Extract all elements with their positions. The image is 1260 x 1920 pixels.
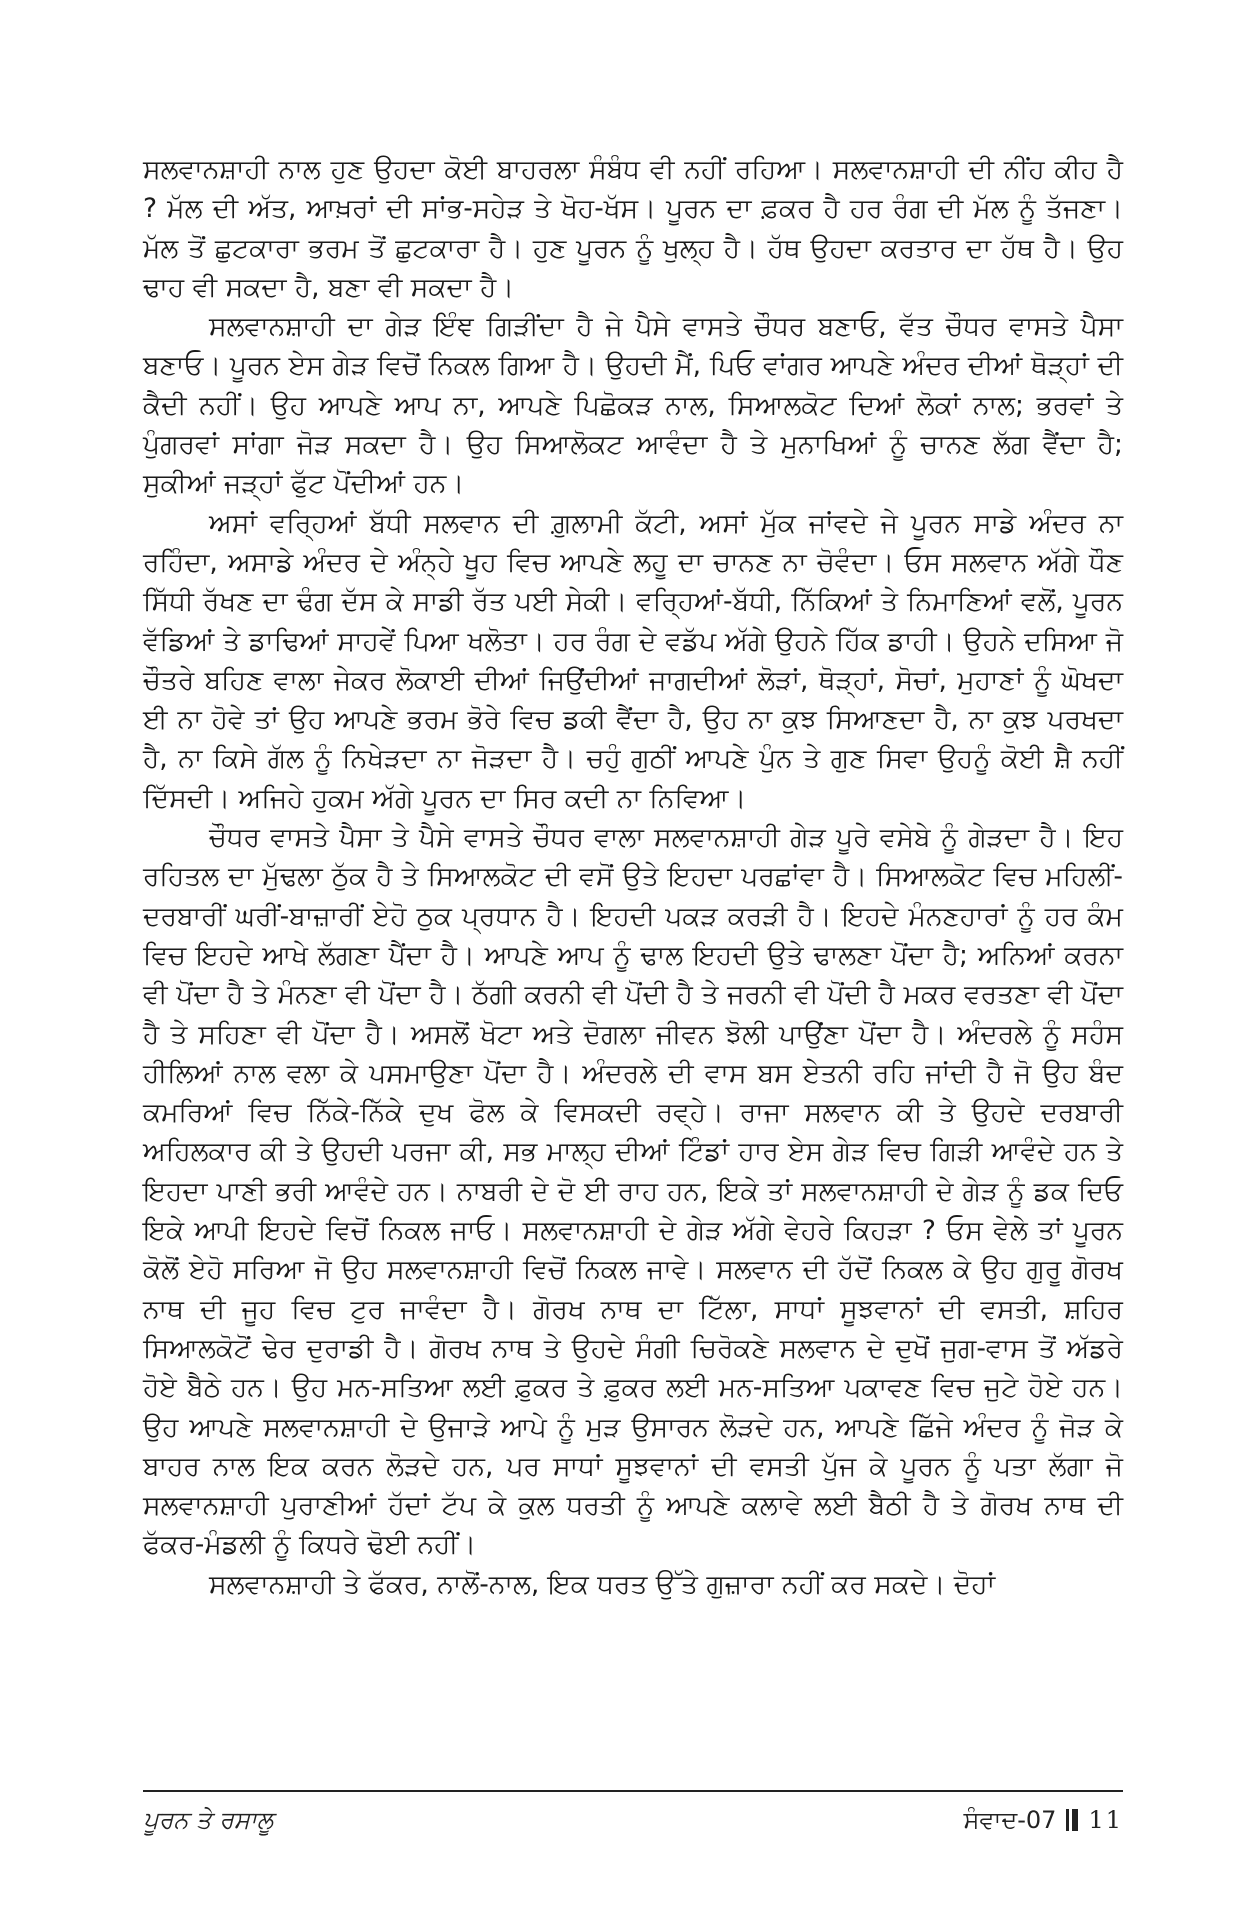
page-number: 11 [1088, 1806, 1123, 1834]
running-title: ਪੂਰਨ ਤੇ ਰਸਾਲੂ [143, 1806, 273, 1834]
issue-label: ਸੰਵਾਦ-07 [963, 1806, 1057, 1834]
paragraph: ਚੌਧਰ ਵਾਸਤੇ ਪੈਸਾ ਤੇ ਪੈਸੇ ਵਾਸਤੇ ਚੌਧਰ ਵਾਲਾ ਸਲਵਾਨਸ਼ਾਹੀ ਗੇੜ ਪੂਰੇ ਵਸੇਬੇ ਨੂੰ ਗੇੜਦਾ ਹੈ। ਇਹ ਰਹਿਤਲ ਦਾ ਮੁੱਢਲਾ ਠੁੱਕ ਹੈ ਤੇ ਸਿਆਲਕੋਟ ਦੀ ਵਸੋਂ ਉਤੇ ਇਹਦਾ ਪਰਛਾਂਵਾ ਹੈ। ਸਿਆਲਕੋਟ ਵਿਚ ਮਹਿਲੀਂ-ਦਰਬਾਰੀਂ ਘਰੀਂ-ਬਾਜ਼ਾਰੀਂ ਏਹੋ ਠੁਕ ਪ੍ਰਧਾਨ ਹੈ। ਇਹਦੀ ਪਕੜ ਕਰੜੀ ਹੈ। ਇਹਦੇ ਮੰਨਣਹਾਰਾਂ ਨੂੰ ਹਰ ਕੰਮ ਵਿਚ ਇਹਦੇ ਆਖੇ ਲੱਗਣਾ ਪੈਂਦਾ ਹੈ। ਆਪਣੇ ਆਪ ਨੂੰ ਢਾਲ ਇਹਦੀ ਉਤੇ ਢਾਲਣਾ ਪੋਂਦਾ ਹੈ; ਅਨਿਆਂ ਕਰਨਾ ਵੀ ਪੋਂਦਾ ਹੈ ਤੇ ਮੰਨਣਾ ਵੀ ਪੋਂਦਾ ਹੈ। ਠੱਗੀ ਕਰਨੀ ਵੀ ਪੋਂਦੀ ਹੈ ਤੇ ਜਰਨੀ ਵੀ ਪੋਂਦੀ ਹੈ ਮਕਰ ਵਰਤਣਾ ਵੀ ਪੋਂਦਾ ਹੈ ਤੇ ਸਹਿਣਾ ਵੀ ਪੋਂਦਾ ਹੈ। ਅਸਲੋਂ ਖੋਟਾ ਅਤੇ ਦੋਗਲਾ ਜੀਵਨ ਝੋਲੀ ਪਾਉਂਣਾ ਪੋਂਦਾ ਹੈ। ਅੰਦਰਲੇ ਨੂੰ ਸਹੰਸ ਹੀਲਿਆਂ ਨਾਲ ਵਲਾ ਕੇ ਪਸਮਾਉਣਾ ਪੋਂਦਾ ਹੈ। ਅੰਦਰਲੇ ਦੀ ਵਾਸ ਬਸ ਏਤਨੀ ਰਹਿ ਜਾਂਦੀ ਹੈ ਜੋ ਉਹ ਬੰਦ ਕਮਰਿਆਂ ਵਿਚ ਨਿੱਕੇ-ਨਿੱਕੇ ਦੁਖ ਫੋਲ ਕੇ ਵਿਸਕਦੀ ਰਵ੍ਹੇ। ਰਾਜਾ ਸਲਵਾਨ ਕੀ ਤੇ ਉਹਦੇ ਦਰਬਾਰੀ ਅਹਿਲਕਾਰ ਕੀ ਤੇ ਉਹਦੀ ਪਰਜਾ ਕੀ, ਸਭ ਮਾਲ੍ਹ ਦੀਆਂ ਟਿੰਡਾਂ ਹਾਰ ਏਸ ਗੇੜ ਵਿਚ ਗਿੜੀ ਆਵੰਦੇ ਹਨ ਤੇ ਇਹਦਾ ਪਾਣੀ ਭਰੀ ਆਵੰਦੇ ਹਨ। ਨਾਬਰੀ ਦੇ ਦੋ ਈ ਰਾਹ ਹਨ, ਇਕੇ ਤਾਂ ਸਲਵਾਨਸ਼ਾਹੀ ਦੇ ਗੇੜ ਨੂੰ ਡਕ ਦਿਓ ਇਕੇ ਆਪੀ ਇਹਦੇ ਵਿਚੋਂ ਨਿਕਲ ਜਾਓ। ਸਲਵਾਨਸ਼ਾਹੀ ਦੇ ਗੇੜ ਅੱਗੇ ਵੇਹਰੇ ਕਿਹੜਾ ? ਓਸ ਵੇਲੇ ਤਾਂ ਪੂਰਨ ਕੋਲੋਂ ਏਹੋ ਸਰਿਆ ਜੋ ਉਹ ਸਲਵਾਨਸ਼ਾਹੀ ਵਿਚੋਂ ਨਿਕਲ ਜਾਵੇ। ਸਲਵਾਨ ਦੀ ਹੱਦੋਂ ਨਿਕਲ ਕੇ ਉਹ ਗੁਰੂ ਗੋਰਖ ਨਾਥ ਦੀ ਜੂਹ ਵਿਚ ਟੁਰ ਜਾਵੰਦਾ ਹੈ। ਗੋਰਖ ਨਾਥ ਦਾ ਟਿੱਲਾ, ਸਾਧਾਂ ਸੂਝਵਾਨਾਂ ਦੀ ਵਸਤੀ, ਸ਼ਹਿਰ ਸਿਆਲਕੋਟੋਂ ਢੇਰ ਦੁਰਾਡੀ ਹੈ। ਗੋਰਖ ਨਾਥ ਤੇ ਉਹਦੇ ਸੰਗੀ ਚਿਰੋਕਣੇ ਸਲਵਾਨ ਦੇ ਦੁਖੋਂ ਜੁਗ-ਵਾਸ ਤੋਂ ਅੱਡਰੇ ਹੋਏ ਬੈਠੇ ਹਨ। ਉਹ ਮਨ-ਸਤਿਆ ਲਈ ਫ਼ੁਕਰ ਤੇ ਫ਼ੁਕਰ ਲਈ ਮਨ-ਸਤਿਆ ਪਕਾਵਣ ਵਿਚ ਜੁਟੇ ਹੋਏ ਹਨ। ਉਹ ਆਪਣੇ ਸਲਵਾਨਸ਼ਾਹੀ ਦੇ ਉਜਾੜੇ ਆਪੇ ਨੂੰ ਮੁੜ ਉਸਾਰਨ ਲੋੜਦੇ ਹਨ, ਆਪਣੇ ਛਿੱਜੇ ਅੰਦਰ ਨੂੰ ਜੋੜ ਕੇ ਬਾਹਰ ਨਾਲ ਇਕ ਕਰਨ ਲੋੜਦੇ ਹਨ, ਪਰ ਸਾਧਾਂ ਸੂਝਵਾਨਾਂ ਦੀ ਵਸਤੀ ਪੁੱਜ ਕੇ ਪੂਰਨ ਨੂੰ ਪਤਾ ਲੱਗਾ ਜੋ ਸਲਵਾਨਸ਼ਾਹੀ ਪੁਰਾਣੀਆਂ ਹੱਦਾਂ ਟੱਪ ਕੇ ਕੁਲ ਧਰਤੀ ਨੂੰ ਆਪਣੇ ਕਲਾਵੇ ਲਈ ਬੈਠੀ ਹੈ ਤੇ ਗੋਰਖ ਨਾਥ ਦੀ ਫੱਕਰ-ਮੰਡਲੀ ਨੂੰ ਕਿਧਰੇ ਢੋਈ ਨਹੀਂ। [143, 822, 1123, 1561]
footer-right [963, 1806, 1123, 1834]
page-body [143, 150, 1123, 1604]
paragraph: ਸਲਵਾਨਸ਼ਾਹੀ ਤੇ ਫੱਕਰ, ਨਾਲੋਂ-ਨਾਲ, ਇਕ ਧਰਤ ਉੱਤੇ ਗੁਜ਼ਾਰਾ ਨਹੀਂ ਕਰ ਸਕਦੇ। ਦੋਹਾਂ [209, 1568, 996, 1600]
footer-rule [143, 1790, 1123, 1792]
page-footer [143, 1806, 1123, 1846]
paragraph: ਸਲਵਾਨਸ਼ਾਹੀ ਨਾਲ ਹੁਣ ਉਹਦਾ ਕੋਈ ਬਾਹਰਲਾ ਸੰਬੰਧ ਵੀ ਨਹੀਂ ਰਹਿਆ। ਸਲਵਾਨਸ਼ਾਹੀ ਦੀ ਨੀਂਹ ਕੀਹ ਹੈ ? ਮੱਲ ਦੀ ਅੱਤ, ਆਖ਼ਰਾਂ ਦੀ ਸਾਂਭ-ਸਹੇੜ ਤੇ ਖੋਹ-ਖੱਸ। ਪੂਰਨ ਦਾ ਫ਼ਕਰ ਹੈ ਹਰ ਰੰਗ ਦੀ ਮੱਲ ਨੂੰ ਤੱਜਣਾ। ਮੱਲ ਤੋਂ ਛੁਟਕਾਰਾ ਭਰਮ ਤੋਂ ਛੁਟਕਾਰਾ ਹੈ। ਹੁਣ ਪੂਰਨ ਨੂੰ ਖੁਲ੍ਹ ਹੈ। ਹੱਥ ਉਹਦਾ ਕਰਤਾਰ ਦਾ ਹੱਥ ਹੈ। ਉਹ ਢਾਹ ਵੀ ਸਕਦਾ ਹੈ, ਬਣਾ ਵੀ ਸਕਦਾ ਹੈ। [143, 154, 1123, 303]
paragraph: ਸਲਵਾਨਸ਼ਾਹੀ ਦਾ ਗੇੜ ਇੰਞ ਗਿੜੀਂਦਾ ਹੈ ਜੇ ਪੈਸੇ ਵਾਸਤੇ ਚੌਧਰ ਬਣਾਓ, ਵੱਤ ਚੌਧਰ ਵਾਸਤੇ ਪੈਸਾ ਬਣਾਓ। ਪੂਰਨ ਏਸ ਗੇੜ ਵਿਚੋਂ ਨਿਕਲ ਗਿਆ ਹੈ। ਉਹਦੀ ਮੈਂ, ਪਿਓ ਵਾਂਗਰ ਆਪਣੇ ਅੰਦਰ ਦੀਆਂ ਥੋੜ੍ਹਾਂ ਦੀ ਕੈਦੀ ਨਹੀਂ। ਉਹ ਆਪਣੇ ਆਪ ਨਾ, ਆਪਣੇ ਪਿਛੋਕੜ ਨਾਲ, ਸਿਆਲਕੋਟ ਦਿਆਂ ਲੋਕਾਂ ਨਾਲ; ਭਰਵਾਂ ਤੇ ਪੁੰਗਰਵਾਂ ਸਾਂਗਾ ਜੋੜ ਸਕਦਾ ਹੈ। ਉਹ ਸਿਆਲੋਕਟ ਆਵੰਦਾ ਹੈ ਤੇ ਮੁਨਾਖਿਆਂ ਨੂੰ ਚਾਨਣ ਲੱਗ ਵੈਂਦਾ ਹੈ; ਸੁਕੀਆਂ ਜੜ੍ਹਾਂ ਫੁੱਟ ਪੋਂਦੀਆਂ ਹਨ। [143, 311, 1123, 500]
paragraph: ਅਸਾਂ ਵਰ੍ਹਿਆਂ ਬੱਧੀ ਸਲਵਾਨ ਦੀ ਗ਼ੁਲਾਮੀ ਕੱਟੀ, ਅਸਾਂ ਮੁੱਕ ਜਾਂਵਦੇ ਜੇ ਪੂਰਨ ਸਾਡੇ ਅੰਦਰ ਨਾ ਰਹਿੰਦਾ, ਅਸਾਡੇ ਅੰਦਰ ਦੇ ਅੰਨ੍ਹੇ ਖੂਹ ਵਿਚ ਆਪਣੇ ਲਹੂ ਦਾ ਚਾਨਣ ਨਾ ਚੋਵੰਦਾ। ਓਸ ਸਲਵਾਨ ਅੱਗੇ ਧੌਣ ਸਿੱਧੀ ਰੱਖਣ ਦਾ ਢੰਗ ਦੱਸ ਕੇ ਸਾਡੀ ਰੱਤ ਪਈ ਸੇਕੀ। ਵਰ੍ਹਿਆਂ-ਬੱਧੀ, ਨਿੱਕਿਆਂ ਤੇ ਨਿਮਾਣਿਆਂ ਵਲੋਂ, ਪੂਰਨ ਵੱਡਿਆਂ ਤੇ ਡਾਢਿਆਂ ਸਾਹਵੇਂ ਪਿਆ ਖਲੋਤਾ। ਹਰ ਰੰਗ ਦੇ ਵਡੱਪ ਅੱਗੇ ਉਹਨੇ ਹਿੱਕ ਡਾਹੀ। ਉਹਨੇ ਦਸਿਆ ਜੋ ਚੌਤਰੇ ਬਹਿਣ ਵਾਲਾ ਜੇਕਰ ਲੋਕਾਈ ਦੀਆਂ ਜਿਉਂਦੀਆਂ ਜਾਗਦੀਆਂ ਲੋੜਾਂ, ਥੋੜ੍ਹਾਂ, ਸੋਚਾਂ, ਮੁਹਾਣਾਂ ਨੂੰ ਘੋਖਦਾ ਈ ਨਾ ਹੋਵੇ ਤਾਂ ਉਹ ਆਪਣੇ ਭਰਮ ਭੋਰੇ ਵਿਚ ਡਕੀ ਵੈਂਦਾ ਹੈ, ਉਹ ਨਾ ਕੁਝ ਸਿਆਣਦਾ ਹੈ, ਨਾ ਕੁਝ ਪਰਖਦਾ ਹੈ, ਨਾ ਕਿਸੇ ਗੱਲ ਨੂੰ ਨਿਖੇੜਦਾ ਨਾ ਜੋੜਦਾ ਹੈ। ਚਹੁੰ ਗੁਠੀਂ ਆਪਣੇ ਪੁੰਨ ਤੇ ਗੁਣ ਸਿਵਾ ਉਹਨੂੰ ਕੋਈ ਸ਼ੈ ਨਹੀਂ ਦਿੱਸਦੀ। ਅਜਿਹੇ ਹੁਕਮ ਅੱਗੇ ਪੂਰਨ ਦਾ ਸਿਰ ਕਦੀ ਨਾ ਨਿਵਿਆ। [143, 507, 1123, 814]
separator-bars-icon [1066, 1808, 1078, 1832]
